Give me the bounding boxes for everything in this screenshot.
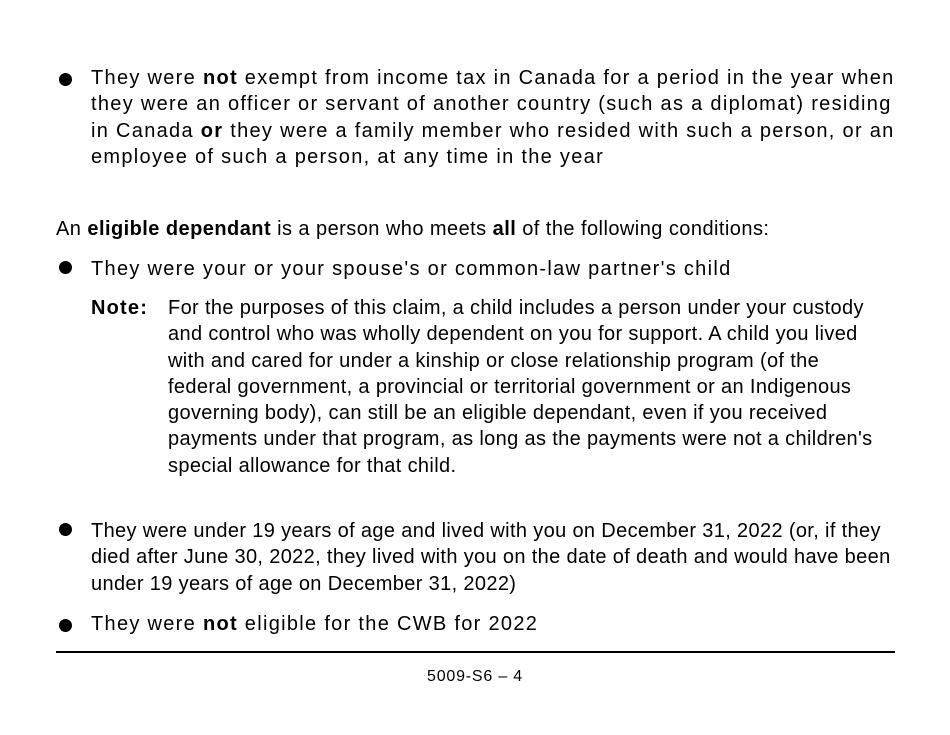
- eligible-dependant-intro: An eligible dependant is a person who meets all of the following conditions:: [56, 218, 770, 240]
- bullet-dot-icon: [59, 73, 72, 86]
- condition-text-cwb: They were not eligible for the CWB for 2022: [91, 613, 539, 635]
- note-text: For the purposes of this claim, a child includes a person under your custody and control who was wholly dependent on you for support. A child you lived with and cared for under a kinship or close relationship program (of the federal government, a provincial or territorial government or an Indigenous governing body), can still be an eligible dependant, even if you received payments under that program, as long as the payments were not a children's special allowance for that child.: [168, 297, 873, 477]
- bullet-dot-icon: [59, 523, 72, 536]
- condition-text-child: They were your or your spouse's or common-law partner's child: [91, 258, 732, 280]
- bullet-text-exempt-status: They were not exempt from income tax in Canada for a period in the year when they were an officer or servant of another country (such as a diplomat) residing in Canada or they were a family member who resided with such a person, or an employee of such a person, at any time in the year: [91, 67, 895, 168]
- condition-text-age: They were under 19 years of age and lived with you on December 31, 2022 (or, if they died after June 30, 2022, they lived with you on the date of death and would have been under 19 years of age on December 31, 2022): [91, 520, 891, 595]
- note-label: Note:: [91, 297, 149, 319]
- bullet-dot-icon: [59, 261, 72, 274]
- footer-divider: [56, 651, 895, 653]
- bullet-dot-icon: [59, 619, 72, 632]
- page-number: 5009-S6 – 4: [427, 668, 523, 685]
